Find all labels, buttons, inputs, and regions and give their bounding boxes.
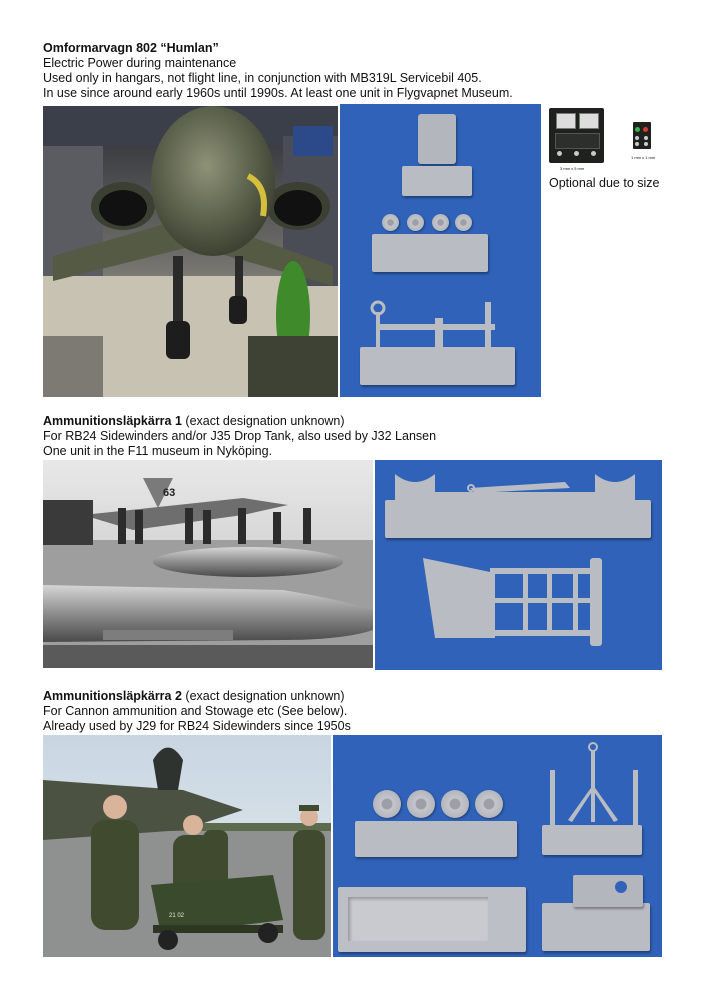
indicator-lamp-decal: [633, 122, 651, 149]
section-3-title: Ammunitionsläpkärra 2: [43, 689, 182, 703]
section-2-line-2: One unit in the F11 museum in Nyköping.: [43, 444, 273, 458]
section-1-line-1: Electric Power during maintenance: [43, 56, 237, 70]
resin-parts-photo-1: [340, 104, 541, 397]
section-3-line-2: Already used by J29 for RB24 Sidewinders since 1950s: [43, 719, 351, 733]
optional-note: Optional due to size: [549, 176, 660, 190]
tow-tripod-part: [538, 735, 658, 835]
wheel-large-3: [441, 790, 469, 818]
section-3-caption: [43, 689, 351, 734]
wheel-3: [432, 214, 449, 231]
tail-number: 63: [163, 487, 176, 499]
generator-body-part: [418, 114, 456, 164]
wheel-sprue: [372, 234, 488, 272]
lamp-size-label: 1 mm x 1 mm: [631, 155, 656, 160]
section-2-line-1: For RB24 Sidewinders and/or J35 Drop Tank, also used by J32 Lansen: [43, 429, 437, 443]
tripod-sprue: [542, 825, 642, 855]
section-1-caption: [43, 41, 513, 101]
cart-number: 21 02: [169, 913, 185, 919]
wheel-sprue-large: [355, 821, 517, 857]
panel-size-label: 3 mm x 5 mm: [560, 166, 585, 171]
wheel-2: [407, 214, 424, 231]
crew-cart-color-photo: [43, 735, 331, 957]
section-1-line-3: In use since around early 1960s until 1990s. At least one unit in Flygvapnet Museum.: [43, 86, 513, 100]
cart-body-upper-part: [573, 875, 643, 907]
section-1-title: Omformarvagn 802 “Humlan”: [43, 41, 219, 55]
wheel-large-1: [373, 790, 401, 818]
section-2-title: Ammunitionsläpkärra 1: [43, 414, 182, 428]
resin-parts-photo-3: [333, 735, 662, 957]
generator-sprue: [402, 166, 472, 196]
section-3-line-1: For Cannon ammunition and Stowage etc (See below).: [43, 704, 348, 718]
cart-tray-part: [338, 887, 526, 952]
resin-parts-photo-2: [375, 460, 662, 670]
flightline-bw-photo: [43, 460, 373, 668]
cradle-sprue: [385, 500, 651, 538]
towbar-sprue: [360, 347, 515, 385]
section-3-designation: (exact designation unknown): [181, 689, 345, 703]
control-panel-decal: [549, 108, 604, 163]
hangar-aircraft-photo: [43, 106, 338, 397]
wheel-4: [455, 214, 472, 231]
cart-frame-part: [375, 548, 662, 668]
section-1-line-2: Used only in hangars, not flight line, in conjunction with MB319L Servicebil 405.: [43, 71, 482, 85]
wheel-large-2: [407, 790, 435, 818]
section-2-caption: [43, 414, 436, 459]
cart-body-part: [542, 903, 650, 951]
wheel-1: [382, 214, 399, 231]
section-2-designation: (exact designation unknown): [181, 414, 345, 428]
wheel-large-4: [475, 790, 503, 818]
